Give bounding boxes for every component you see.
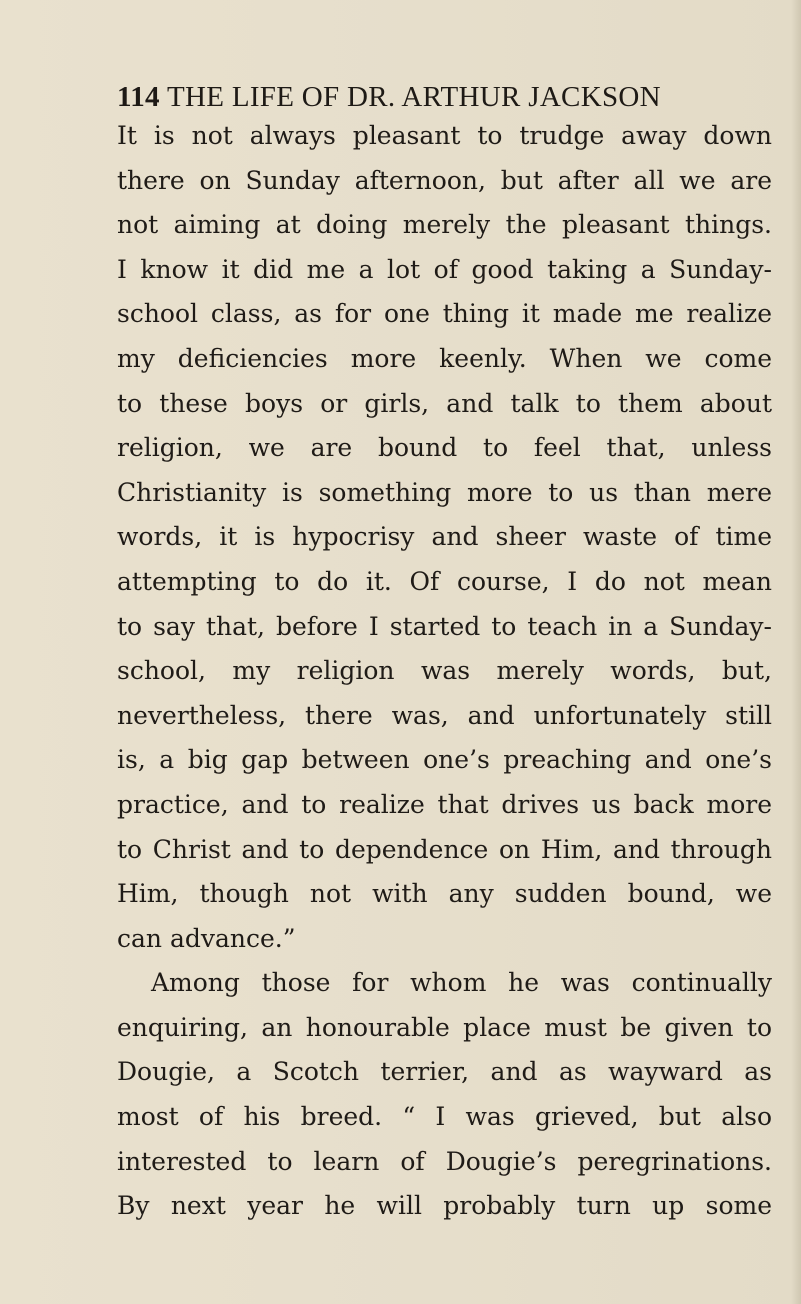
body-text [117, 114, 772, 1229]
text-line: interested to learn of Dougie’s peregrinations. [117, 1146, 772, 1176]
text-line: school class, as for one thing it made me realize [117, 299, 772, 329]
text-line: to say that, before I started to teach in a Sunday- [117, 611, 772, 641]
text-line: nevertheless, there was, and unfortunately still [117, 700, 772, 730]
text-line: not aiming at doing merely the pleasant things. [117, 210, 772, 240]
text-line: most of his breed. “ I was grieved, but also [117, 1102, 772, 1132]
text-line: It is not always pleasant to trudge away down [117, 121, 772, 150]
text-line: religion, we are bound to feel that, unless [117, 433, 772, 463]
page-edge-shadow [791, 0, 801, 1304]
text-line: Christianity is something more to us than mere [117, 477, 772, 507]
text-line: enquiring, an honourable place must be given to [117, 1012, 772, 1042]
running-head [117, 77, 717, 117]
text-line: words, it is hypocrisy and sheer waste of time [117, 522, 772, 552]
text-line: can advance.” [117, 923, 296, 953]
text-line: I know it did me a lot of good taking a Sunday- [117, 254, 772, 284]
text-line: practice, and to realize that drives us back more [117, 789, 772, 819]
text-line: Dougie, a Scotch terrier, and as wayward as [117, 1057, 772, 1087]
text-line: Among those for whom he was continually [151, 968, 772, 998]
text-line: to these boys or girls, and talk to them about [117, 388, 772, 418]
text-line: to Christ and to dependence on Him, and through [117, 834, 772, 864]
text-line: there on Sunday afternoon, but after all we are [117, 165, 772, 195]
text-line: Him, though not with any sudden bound, we [117, 879, 772, 909]
page-number: 114 [117, 81, 160, 113]
running-title: THE LIFE OF DR. ARTHUR JACKSON [167, 81, 661, 113]
text-line: my deficiencies more keenly. When we come [117, 343, 772, 373]
text-line: By next year he will probably turn up some [117, 1191, 772, 1221]
text-line: is, a big gap between one’s preaching and one’s [117, 745, 772, 775]
text-line: attempting to do it. Of course, I do not mean [117, 566, 772, 596]
text-line: school, my religion was merely words, but, [117, 656, 772, 686]
